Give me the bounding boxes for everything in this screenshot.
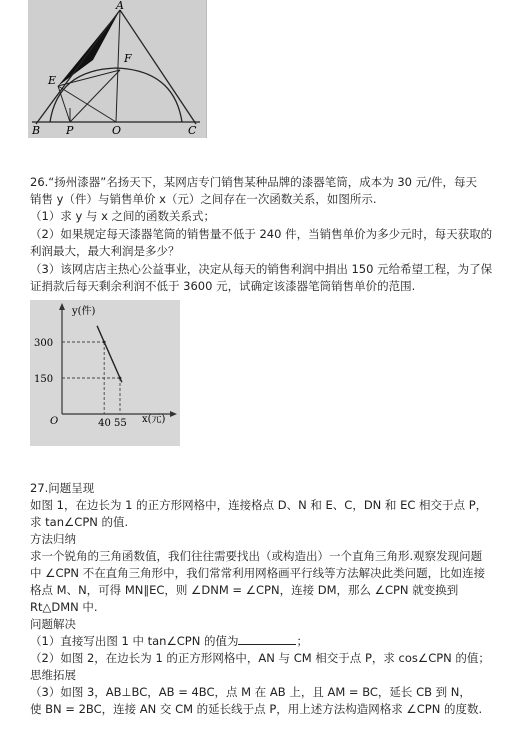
label-b: B [32,124,41,137]
answer-blank[interactable] [238,634,296,645]
data-point-0 [103,341,106,344]
q27-line-2: 求 tan∠CPN 的值. [30,515,129,529]
solve-title: 问题解决 [30,617,76,631]
x-tick-label-40: 40 [98,418,111,429]
q26-line-1: 26.“扬州漆器”名扬天下，某网店专门销售某种品牌的漆器笔筒，成本为 30 元/件，每天 [30,175,478,189]
q27-line-3: 求一个锐角的三角函数值，我们往往需要找出（或构造出）一个直角三角形.观察发现问题 [30,549,483,563]
label-e: E [48,74,57,87]
q26-line-6: （3）该网店店主热心公益事业，决定从每天的销售利润中捐出 150 元给希望工程，为了保 [30,262,493,276]
label-o: O [112,124,122,137]
x-tick-label-55: 55 [114,418,127,429]
series-line [97,326,122,383]
q26-line-4: （2）如果规定每天漆器笔筒的销售量不低于 240 件，当销售单价为多少元时，每天获取的 [30,227,493,241]
x-axis-label: x(元) [142,414,166,425]
ext-title: 思维拓展 [30,668,76,682]
geometry-figure-1 [28,0,207,138]
q27-line-10: 使 BN = 2BC，连接 AN 交 CM 的延长线于点 P，用上述方法构造网格求 ∠CPN 的度数. [30,702,483,716]
q27-line-8: （2）如图 2，在边长为 1 的正方形网格中，AN 与 CM 相交于点 P，求 cos∠CPN 的值； [30,651,490,665]
y-tick-label-300: 300 [34,338,54,349]
label-c: C [188,124,197,137]
method-title: 方法归纳 [30,532,76,546]
q27-line-1: 如图 1，在边长为 1 的正方形网格中，连接格点 D、N 和 E、C，DN 和 EC 相交于点 P， [30,498,488,512]
q27-line-5: 格点 M、N，可得 MN∥EC，则 ∠DNM = ∠CPN，连接 DM，那么 ∠CPN 就变换到 [30,583,459,597]
q27-line-7 [30,633,500,650]
q27-line-6: Rt△DMN 中. [30,600,98,614]
label-f: F [124,52,132,65]
q26-line-5: 利润最大，最大利润是多少？ [30,244,180,258]
q27-line-4: 中 ∠CPN 不在直角三角形中，我们常常利用网格画平行线等方法解决此类问题，比如连接 [30,566,486,580]
label-a: A [116,0,124,12]
sales-graph [30,300,180,446]
origin-label: O [50,416,59,427]
q27-line-9: （3）如图 3，AB⊥BC，AB = 4BC，点 M 在 AB 上，且 AM = BC，延长 CB 到 N， [30,685,471,699]
q26-line-3: （1）求 y 与 x 之间的函数关系式； [30,209,216,223]
q26-line-2: 销售 y（件）与销售单价 x（元）之间存在一次函数关系，如图所示. [30,192,377,206]
y-tick-label-150: 150 [34,374,54,385]
data-point-1 [119,377,122,380]
q27-line-7-text: （1）直接写出图 1 中 tan∠CPN 的值为 [30,634,239,648]
q27-line-7-end: ； [296,634,308,648]
label-p: P [66,124,74,137]
y-axis-label: y(件) [72,306,96,317]
q26-line-7: 证捐款后每天剩余利润不低于 3600 元，试确定该漆器笔筒销售单价的范围. [30,279,416,293]
q27-title: 27.问题呈现 [30,481,95,495]
